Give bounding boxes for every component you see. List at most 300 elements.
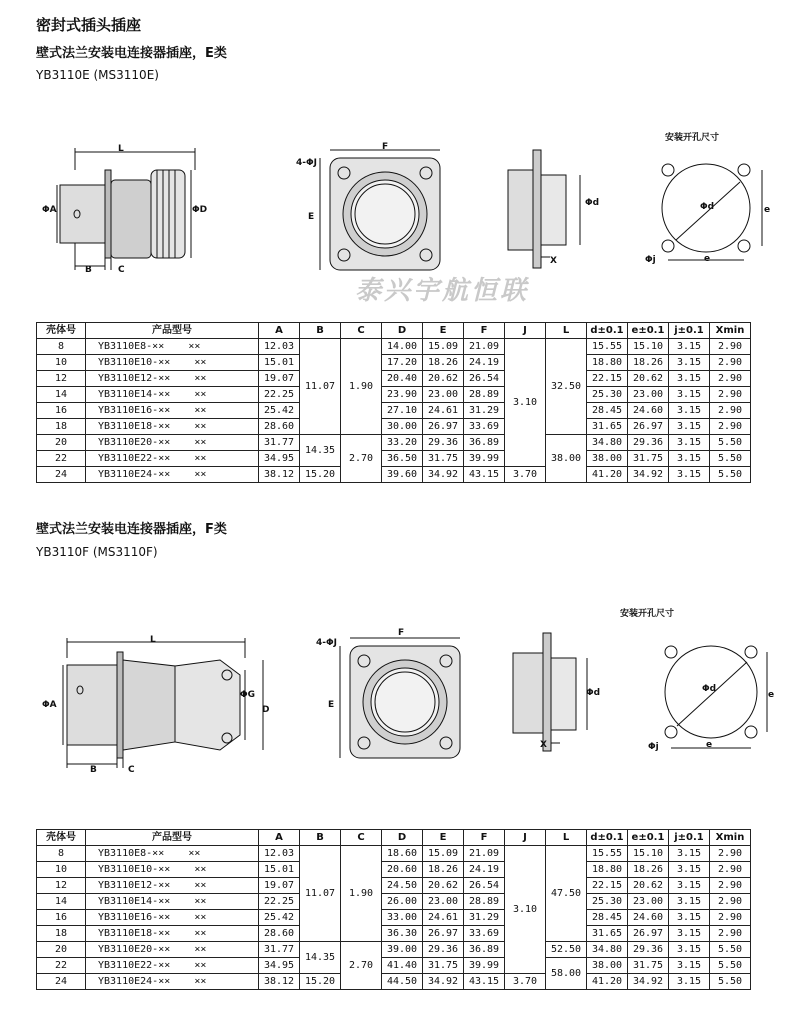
model-cell — [86, 371, 259, 387]
shell-cell: 8 — [37, 339, 86, 355]
c-cell: 1.90 — [341, 846, 382, 942]
model-suffix: ×× — [194, 959, 207, 971]
header-cell: e±0.1 — [628, 323, 669, 339]
xmin-cell: 2.90 — [710, 846, 751, 862]
model-text: YB3110E22-×× — [98, 959, 171, 971]
f-cell: 31.29 — [464, 910, 505, 926]
header-cell: B — [300, 830, 341, 846]
header-cell: D — [382, 323, 423, 339]
shell-cell: 18 — [37, 926, 86, 942]
dim-l-label-e: L — [118, 144, 124, 154]
f-cell: 33.69 — [464, 419, 505, 435]
e-tol-cell: 18.26 — [628, 862, 669, 878]
j-tol-cell: 3.15 — [669, 974, 710, 990]
model-text: YB3110E18-×× — [98, 420, 171, 432]
model-suffix: ×× — [194, 356, 207, 368]
c-cell: 2.70 — [341, 942, 382, 990]
e-tol-cell: 34.92 — [628, 467, 669, 483]
l-cell: 32.50 — [546, 339, 587, 435]
e-tol-cell: 20.62 — [628, 371, 669, 387]
table-row — [37, 339, 751, 355]
a-cell: 19.07 — [259, 878, 300, 894]
shell-cell: 14 — [37, 894, 86, 910]
e-cell: 29.36 — [423, 942, 464, 958]
xmin-cell: 2.90 — [710, 355, 751, 371]
j-tol-cell: 3.15 — [669, 942, 710, 958]
a-cell: 28.60 — [259, 419, 300, 435]
a-cell: 12.03 — [259, 846, 300, 862]
j-tol-cell: 3.15 — [669, 862, 710, 878]
d-tol-cell: 28.45 — [587, 403, 628, 419]
d-cell: 41.40 — [382, 958, 423, 974]
model-text: YB3110E8-×× — [98, 847, 165, 859]
xmin-cell: 2.90 — [710, 371, 751, 387]
model-cell — [86, 451, 259, 467]
header-cell: L — [546, 323, 587, 339]
shell-cell: 12 — [37, 371, 86, 387]
f-cell: 43.15 — [464, 467, 505, 483]
model-text: YB3110E24-×× — [98, 468, 171, 480]
model-suffix: ×× — [194, 895, 207, 907]
dim-e-label-e: E — [308, 212, 315, 222]
dim-x-label-e: X — [550, 256, 557, 266]
d-cell: 17.20 — [382, 355, 423, 371]
f-cell: 39.99 — [464, 958, 505, 974]
section-f-model: YB3110F (MS3110F) — [36, 545, 158, 559]
a-cell: 12.03 — [259, 339, 300, 355]
d-tol-cell: 34.80 — [587, 435, 628, 451]
page-title: 密封式插头插座 — [36, 16, 142, 34]
model-suffix: ×× — [194, 943, 207, 955]
header-cell: A — [259, 323, 300, 339]
model-cell — [86, 387, 259, 403]
model-text: YB3110E24-×× — [98, 975, 171, 987]
section-e-model: YB3110E (MS3110E) — [36, 68, 159, 82]
shell-cell: 24 — [37, 467, 86, 483]
f-cell: 24.19 — [464, 862, 505, 878]
f-cell: 39.99 — [464, 451, 505, 467]
e-cell: 24.61 — [423, 403, 464, 419]
e-cell: 15.09 — [423, 846, 464, 862]
model-suffix: ×× — [194, 420, 207, 432]
e-cell: 34.92 — [423, 467, 464, 483]
table-row — [37, 467, 751, 483]
a-cell: 28.60 — [259, 926, 300, 942]
header-cell: d±0.1 — [587, 323, 628, 339]
j-tol-cell: 3.15 — [669, 894, 710, 910]
model-suffix: ×× — [194, 452, 207, 464]
xmin-cell: 2.90 — [710, 403, 751, 419]
model-cell — [86, 467, 259, 483]
a-cell: 15.01 — [259, 862, 300, 878]
header-cell: L — [546, 830, 587, 846]
table-row — [37, 403, 751, 419]
dim-d-label-f: D — [262, 705, 270, 715]
dim-f-label-f: F — [398, 628, 405, 638]
j-tol-cell: 3.15 — [669, 435, 710, 451]
d-cell: 33.20 — [382, 435, 423, 451]
model-text: YB3110E12-×× — [98, 372, 171, 384]
dim-c-label-e: C — [118, 265, 125, 275]
f-cell: 31.29 — [464, 403, 505, 419]
e-cell: 18.26 — [423, 355, 464, 371]
dim-b-label-e: B — [85, 265, 92, 275]
a-cell: 19.07 — [259, 371, 300, 387]
model-cell — [86, 339, 259, 355]
model-cell — [86, 894, 259, 910]
dim-g-label-f: ΦG — [240, 690, 256, 700]
j-tol-cell: 3.15 — [669, 419, 710, 435]
xmin-cell: 2.90 — [710, 878, 751, 894]
e-cell: 26.97 — [423, 419, 464, 435]
dim-e-bottom-label-e: e — [704, 254, 711, 264]
table-row — [37, 371, 751, 387]
f-cell: 21.09 — [464, 846, 505, 862]
a-cell: 38.12 — [259, 467, 300, 483]
model-text: YB3110E16-×× — [98, 404, 171, 416]
header-cell: C — [341, 323, 382, 339]
d-cell: 26.00 — [382, 894, 423, 910]
model-cell — [86, 942, 259, 958]
table-row — [37, 387, 751, 403]
header-cell: d±0.1 — [587, 830, 628, 846]
e-cell: 20.62 — [423, 878, 464, 894]
model-cell — [86, 862, 259, 878]
model-suffix: ×× — [194, 468, 207, 480]
model-suffix: ×× — [194, 388, 207, 400]
f-cell: 24.19 — [464, 355, 505, 371]
dim-e-label-f: E — [328, 700, 335, 710]
model-cell — [86, 419, 259, 435]
header-cell: B — [300, 323, 341, 339]
d-cell: 33.00 — [382, 910, 423, 926]
xmin-cell: 5.50 — [710, 435, 751, 451]
xmin-cell: 2.90 — [710, 387, 751, 403]
shell-cell: 8 — [37, 846, 86, 862]
d-cell: 30.00 — [382, 419, 423, 435]
dim-e-bottom-label-f: e — [706, 740, 713, 750]
e-tol-cell: 23.00 — [628, 894, 669, 910]
model-suffix: ×× — [188, 340, 201, 352]
d-tol-cell: 15.55 — [587, 846, 628, 862]
panel-view-drawing-e — [500, 145, 595, 275]
e-cell: 15.09 — [423, 339, 464, 355]
f-cell: 43.15 — [464, 974, 505, 990]
shell-cell: 10 — [37, 355, 86, 371]
dim-a-label-f: ΦA — [42, 700, 57, 710]
d-cell: 36.50 — [382, 451, 423, 467]
table-row — [37, 451, 751, 467]
d-cell: 39.60 — [382, 467, 423, 483]
e-tol-cell: 15.10 — [628, 846, 669, 862]
d-tol-cell: 22.15 — [587, 878, 628, 894]
dim-j-cut-label-f: Φj — [648, 742, 659, 752]
b-cell: 14.35 — [300, 942, 341, 974]
j-tol-cell: 3.15 — [669, 355, 710, 371]
a-cell: 15.01 — [259, 355, 300, 371]
header-cell: 产品型号 — [86, 323, 259, 339]
model-text: YB3110E14-×× — [98, 895, 171, 907]
e-tol-cell: 20.62 — [628, 878, 669, 894]
j-cell: 3.10 — [505, 339, 546, 467]
dim-j-label-f: 4-ΦJ — [316, 638, 337, 648]
model-cell — [86, 878, 259, 894]
l-cell: 52.50 — [546, 942, 587, 958]
header-cell: A — [259, 830, 300, 846]
j-cell: 3.70 — [505, 467, 546, 483]
dim-a-label-e: ΦA — [42, 205, 57, 215]
d-cell: 24.50 — [382, 878, 423, 894]
a-cell: 25.42 — [259, 403, 300, 419]
model-cell — [86, 403, 259, 419]
table-header-row — [37, 830, 751, 846]
j-tol-cell: 3.15 — [669, 846, 710, 862]
xmin-cell: 5.50 — [710, 467, 751, 483]
spec-table-e — [36, 322, 751, 483]
model-cell — [86, 355, 259, 371]
shell-cell: 22 — [37, 451, 86, 467]
model-text: YB3110E16-×× — [98, 911, 171, 923]
table-row — [37, 910, 751, 926]
f-cell: 33.69 — [464, 926, 505, 942]
j-tol-cell: 3.15 — [669, 926, 710, 942]
j-tol-cell: 3.15 — [669, 387, 710, 403]
dim-d-side-label-e: Φd — [585, 198, 600, 208]
d-tol-cell: 28.45 — [587, 910, 628, 926]
model-suffix: ×× — [194, 372, 207, 384]
e-tol-cell: 26.97 — [628, 419, 669, 435]
e-cell: 18.26 — [423, 862, 464, 878]
model-suffix: ×× — [194, 863, 207, 875]
shell-cell: 16 — [37, 403, 86, 419]
shell-cell: 16 — [37, 910, 86, 926]
j-tol-cell: 3.15 — [669, 403, 710, 419]
e-tol-cell: 31.75 — [628, 958, 669, 974]
d-tol-cell: 38.00 — [587, 958, 628, 974]
e-cell: 31.75 — [423, 958, 464, 974]
side-view-drawing-e — [45, 140, 215, 280]
shell-cell: 24 — [37, 974, 86, 990]
d-tol-cell: 18.80 — [587, 862, 628, 878]
e-tol-cell: 24.60 — [628, 403, 669, 419]
dim-c-label-f: C — [128, 765, 135, 775]
front-view-drawing-e — [300, 140, 450, 280]
a-cell: 34.95 — [259, 958, 300, 974]
f-cell: 28.89 — [464, 387, 505, 403]
e-cell: 26.97 — [423, 926, 464, 942]
header-cell: E — [423, 830, 464, 846]
e-tol-cell: 23.00 — [628, 387, 669, 403]
e-cell: 29.36 — [423, 435, 464, 451]
e-cell: 34.92 — [423, 974, 464, 990]
d-cell: 27.10 — [382, 403, 423, 419]
d-tol-cell: 31.65 — [587, 419, 628, 435]
xmin-cell: 5.50 — [710, 451, 751, 467]
e-tol-cell: 26.97 — [628, 926, 669, 942]
side-view-drawing-f — [45, 630, 275, 775]
d-tol-cell: 22.15 — [587, 371, 628, 387]
j-tol-cell: 3.15 — [669, 878, 710, 894]
f-cell: 26.54 — [464, 371, 505, 387]
xmin-cell: 2.90 — [710, 894, 751, 910]
header-cell: 壳体号 — [37, 830, 86, 846]
model-cell — [86, 435, 259, 451]
table-row — [37, 846, 751, 862]
header-cell: D — [382, 830, 423, 846]
a-cell: 22.25 — [259, 387, 300, 403]
d-tol-cell: 34.80 — [587, 942, 628, 958]
table-row — [37, 942, 751, 958]
model-suffix: ×× — [188, 847, 201, 859]
header-cell: 壳体号 — [37, 323, 86, 339]
xmin-cell: 2.90 — [710, 419, 751, 435]
model-text: YB3110E12-×× — [98, 879, 171, 891]
j-cell: 3.70 — [505, 974, 546, 990]
l-cell: 38.00 — [546, 435, 587, 483]
j-cell: 3.10 — [505, 846, 546, 974]
dim-j-label-e: 4-ΦJ — [296, 158, 317, 168]
d-tol-cell: 38.00 — [587, 451, 628, 467]
dim-f-label-e: F — [382, 142, 389, 152]
panel-cutout-drawing-f — [645, 630, 785, 765]
table-row — [37, 974, 751, 990]
d-cell: 14.00 — [382, 339, 423, 355]
d-cell: 36.30 — [382, 926, 423, 942]
a-cell: 22.25 — [259, 894, 300, 910]
cutout-label-f: 安装开孔尺寸 — [620, 609, 675, 619]
j-tol-cell: 3.15 — [669, 451, 710, 467]
shell-cell: 12 — [37, 878, 86, 894]
table-row — [37, 355, 751, 371]
a-cell: 31.77 — [259, 942, 300, 958]
model-cell — [86, 910, 259, 926]
d-tol-cell: 41.20 — [587, 974, 628, 990]
dim-d-cut-label-f: Φd — [702, 684, 717, 694]
table-row — [37, 958, 751, 974]
header-cell: C — [341, 830, 382, 846]
e-tol-cell: 29.36 — [628, 435, 669, 451]
xmin-cell: 5.50 — [710, 942, 751, 958]
e-cell: 24.61 — [423, 910, 464, 926]
dim-x-label-f: X — [540, 740, 547, 750]
model-suffix: ×× — [194, 927, 207, 939]
spec-table-f — [36, 829, 751, 990]
shell-cell: 18 — [37, 419, 86, 435]
xmin-cell: 5.50 — [710, 974, 751, 990]
b-cell: 15.20 — [300, 974, 341, 990]
dim-e-right-label-f: e — [768, 690, 775, 700]
front-view-drawing-f — [320, 630, 470, 770]
d-cell: 20.40 — [382, 371, 423, 387]
d-tol-cell: 18.80 — [587, 355, 628, 371]
dim-l-label-f: L — [150, 635, 156, 645]
j-tol-cell: 3.15 — [669, 339, 710, 355]
j-tol-cell: 3.15 — [669, 467, 710, 483]
e-tol-cell: 31.75 — [628, 451, 669, 467]
j-tol-cell: 3.15 — [669, 910, 710, 926]
model-cell — [86, 958, 259, 974]
header-cell: F — [464, 830, 505, 846]
f-cell: 36.89 — [464, 942, 505, 958]
xmin-cell: 2.90 — [710, 910, 751, 926]
shell-cell: 20 — [37, 435, 86, 451]
f-cell: 21.09 — [464, 339, 505, 355]
table-header-row — [37, 323, 751, 339]
model-cell — [86, 846, 259, 862]
d-cell: 44.50 — [382, 974, 423, 990]
cutout-label-e: 安装开孔尺寸 — [665, 133, 720, 143]
j-tol-cell: 3.15 — [669, 371, 710, 387]
a-cell: 38.12 — [259, 974, 300, 990]
model-text: YB3110E14-×× — [98, 388, 171, 400]
shell-cell: 10 — [37, 862, 86, 878]
c-cell: 2.70 — [341, 435, 382, 483]
section-f-subtitle: 壁式法兰安装电连接器插座，F类 — [36, 522, 227, 537]
shell-cell: 14 — [37, 387, 86, 403]
table-row — [37, 894, 751, 910]
header-cell: e±0.1 — [628, 830, 669, 846]
model-text: YB3110E20-×× — [98, 436, 171, 448]
l-cell: 58.00 — [546, 958, 587, 990]
a-cell: 25.42 — [259, 910, 300, 926]
table-row — [37, 435, 751, 451]
header-cell: j±0.1 — [669, 830, 710, 846]
e-tol-cell: 29.36 — [628, 942, 669, 958]
model-text: YB3110E18-×× — [98, 927, 171, 939]
dim-d-label-e: ΦD — [192, 205, 208, 215]
f-cell: 36.89 — [464, 435, 505, 451]
shell-cell: 22 — [37, 958, 86, 974]
e-tol-cell: 34.92 — [628, 974, 669, 990]
table-row — [37, 878, 751, 894]
model-cell — [86, 974, 259, 990]
model-suffix: ×× — [194, 911, 207, 923]
model-text: YB3110E20-×× — [98, 943, 171, 955]
header-cell: Xmin — [710, 323, 751, 339]
d-cell: 18.60 — [382, 846, 423, 862]
e-cell: 23.00 — [423, 387, 464, 403]
model-text: YB3110E10-×× — [98, 863, 171, 875]
model-suffix: ×× — [194, 436, 207, 448]
l-cell: 47.50 — [546, 846, 587, 942]
shell-cell: 20 — [37, 942, 86, 958]
d-tol-cell: 15.55 — [587, 339, 628, 355]
a-cell: 31.77 — [259, 435, 300, 451]
f-cell: 26.54 — [464, 878, 505, 894]
xmin-cell: 2.90 — [710, 862, 751, 878]
f-cell: 28.89 — [464, 894, 505, 910]
dim-b-label-f: B — [90, 765, 97, 775]
section-e-subtitle: 壁式法兰安装电连接器插座，E类 — [36, 46, 227, 61]
c-cell: 1.90 — [341, 339, 382, 435]
xmin-cell: 2.90 — [710, 926, 751, 942]
e-cell: 31.75 — [423, 451, 464, 467]
b-cell: 14.35 — [300, 435, 341, 467]
model-suffix: ×× — [194, 975, 207, 987]
b-cell: 11.07 — [300, 846, 341, 942]
d-tol-cell: 41.20 — [587, 467, 628, 483]
e-tol-cell: 24.60 — [628, 910, 669, 926]
header-cell: j±0.1 — [669, 323, 710, 339]
model-suffix: ×× — [194, 879, 207, 891]
dim-j-cut-label-e: Φj — [645, 255, 656, 265]
table-row — [37, 862, 751, 878]
e-cell: 20.62 — [423, 371, 464, 387]
b-cell: 15.20 — [300, 467, 341, 483]
header-cell: 产品型号 — [86, 830, 259, 846]
d-cell: 39.00 — [382, 942, 423, 958]
model-suffix: ×× — [194, 404, 207, 416]
